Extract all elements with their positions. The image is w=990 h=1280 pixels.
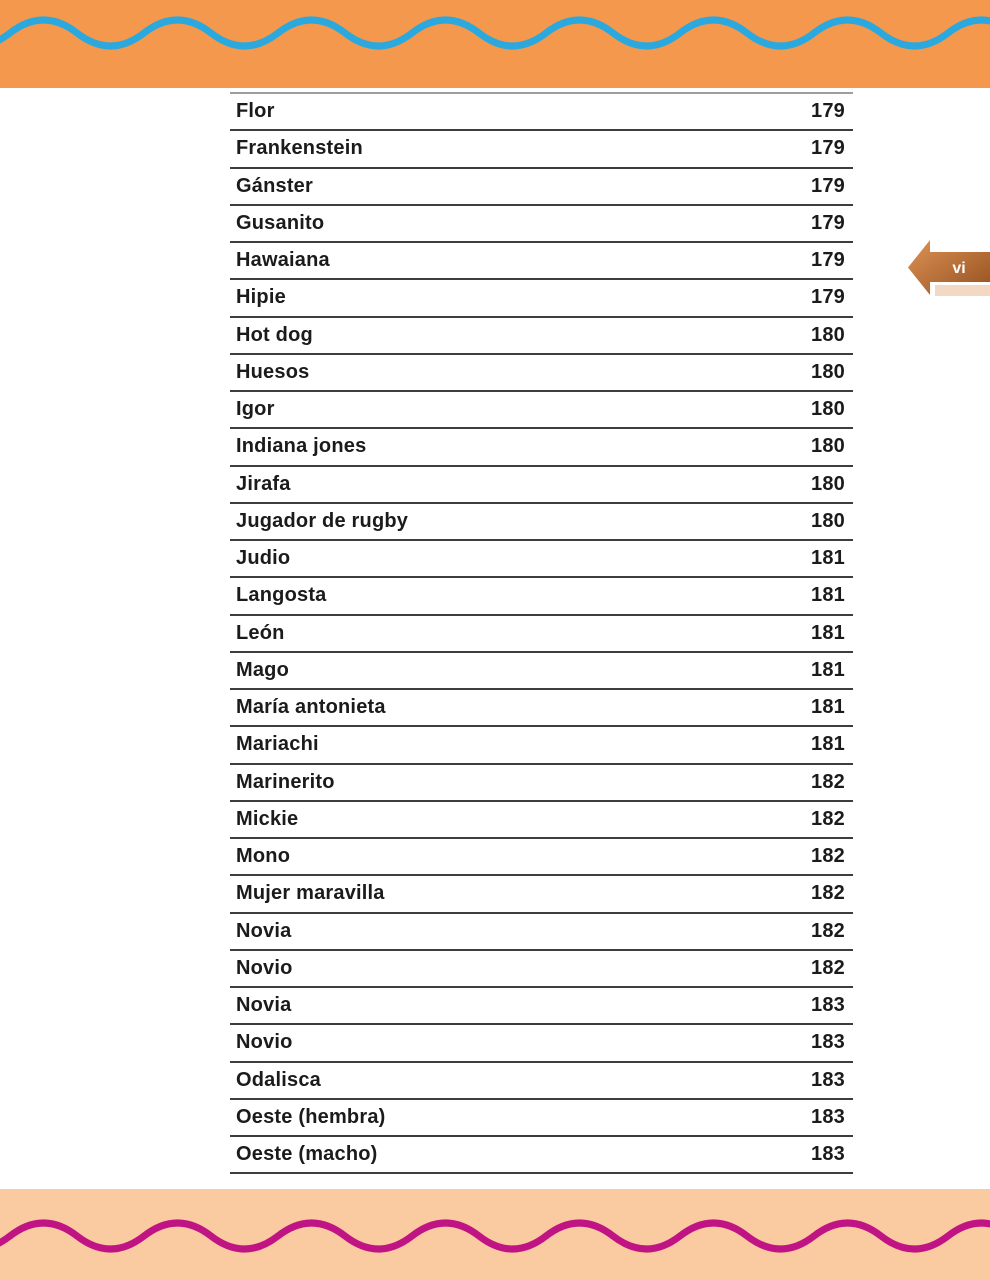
entry-name: Hipie xyxy=(236,286,286,309)
entry-page-number: 179 xyxy=(811,249,845,272)
entry-page-number: 181 xyxy=(811,696,845,719)
index-row xyxy=(230,429,853,466)
entry-name: Marinerito xyxy=(236,770,335,793)
entry-page-number: 182 xyxy=(811,807,845,830)
entry-name: Huesos xyxy=(236,360,310,383)
entry-name: Novio xyxy=(236,1031,293,1054)
entry-page-number: 182 xyxy=(811,919,845,942)
index-row xyxy=(230,578,853,615)
index-row xyxy=(230,988,853,1025)
entry-name: Jirafa xyxy=(236,472,291,495)
entry-page-number: 183 xyxy=(811,1105,845,1128)
index-row xyxy=(230,94,853,131)
index-row xyxy=(230,169,853,206)
entry-page-number: 180 xyxy=(811,360,845,383)
header-band xyxy=(0,0,990,88)
index-row xyxy=(230,914,853,951)
entry-page-number: 181 xyxy=(811,621,845,644)
entry-page-number: 182 xyxy=(811,882,845,905)
entry-page-number: 179 xyxy=(811,211,845,234)
index-row xyxy=(230,616,853,653)
page-tab-label: vi xyxy=(952,260,966,277)
entry-page-number: 179 xyxy=(811,100,845,123)
entry-page-number: 183 xyxy=(811,1031,845,1054)
entry-name: Frankenstein xyxy=(236,137,363,160)
entry-name: Gánster xyxy=(236,174,313,197)
entry-name: Mago xyxy=(236,658,290,681)
magenta-wave-decoration xyxy=(0,1189,990,1280)
entry-page-number: 179 xyxy=(811,286,845,309)
entry-page-number: 180 xyxy=(811,472,845,495)
index-row xyxy=(230,1063,853,1100)
entry-page-number: 181 xyxy=(811,733,845,756)
entry-name: Novia xyxy=(236,994,292,1017)
entry-name: Flor xyxy=(236,100,275,123)
index-row xyxy=(230,727,853,764)
index-row xyxy=(230,765,853,802)
index-row xyxy=(230,206,853,243)
entry-name: Mono xyxy=(236,845,291,868)
index-row xyxy=(230,876,853,913)
entry-name: Mickie xyxy=(236,807,299,830)
index-row xyxy=(230,131,853,168)
entry-page-number: 180 xyxy=(811,398,845,421)
entry-name: Jugador de rugby xyxy=(236,509,409,532)
entry-page-number: 179 xyxy=(811,137,845,160)
index-row xyxy=(230,243,853,280)
index-row xyxy=(230,802,853,839)
entry-page-number: 183 xyxy=(811,994,845,1017)
entry-page-number: 182 xyxy=(811,956,845,979)
entry-name: Gusanito xyxy=(236,211,325,234)
entry-name: Novio xyxy=(236,956,293,979)
index-list xyxy=(230,92,853,1174)
entry-name: María antonieta xyxy=(236,696,386,719)
index-row xyxy=(230,392,853,429)
entry-name: Hot dog xyxy=(236,323,313,346)
entry-name: Oeste (macho) xyxy=(236,1143,378,1166)
entry-name: Odalisca xyxy=(236,1068,321,1091)
index-row xyxy=(230,504,853,541)
entry-page-number: 182 xyxy=(811,770,845,793)
entry-name: Novia xyxy=(236,919,292,942)
index-row xyxy=(230,355,853,392)
entry-page-number: 183 xyxy=(811,1143,845,1166)
entry-page-number: 180 xyxy=(811,323,845,346)
entry-page-number: 181 xyxy=(811,658,845,681)
entry-name: Igor xyxy=(236,398,275,421)
index-row xyxy=(230,653,853,690)
index-row xyxy=(230,839,853,876)
entry-name: Mujer maravilla xyxy=(236,882,385,905)
entry-name: Indiana jones xyxy=(236,435,367,458)
entry-page-number: 180 xyxy=(811,435,845,458)
index-row xyxy=(230,1137,853,1174)
entry-page-number: 183 xyxy=(811,1068,845,1091)
entry-page-number: 181 xyxy=(811,584,845,607)
entry-name: Judio xyxy=(236,547,291,570)
entry-name: Langosta xyxy=(236,584,327,607)
index-row xyxy=(230,1100,853,1137)
index-row xyxy=(230,280,853,317)
blue-wave-decoration xyxy=(0,0,990,88)
footer-band xyxy=(0,1189,990,1280)
entry-page-number: 181 xyxy=(811,547,845,570)
index-row xyxy=(230,467,853,504)
index-row xyxy=(230,541,853,578)
entry-name: Oeste (hembra) xyxy=(236,1105,386,1128)
entry-page-number: 179 xyxy=(811,174,845,197)
index-row xyxy=(230,1025,853,1062)
entry-page-number: 180 xyxy=(811,509,845,532)
index-row xyxy=(230,690,853,727)
page-tab xyxy=(908,238,990,300)
entry-page-number: 182 xyxy=(811,845,845,868)
entry-name: Hawaiana xyxy=(236,249,330,272)
entry-name: León xyxy=(236,621,285,644)
entry-name: Mariachi xyxy=(236,733,319,756)
tab-shadow xyxy=(935,285,990,296)
index-row xyxy=(230,318,853,355)
index-row xyxy=(230,951,853,988)
